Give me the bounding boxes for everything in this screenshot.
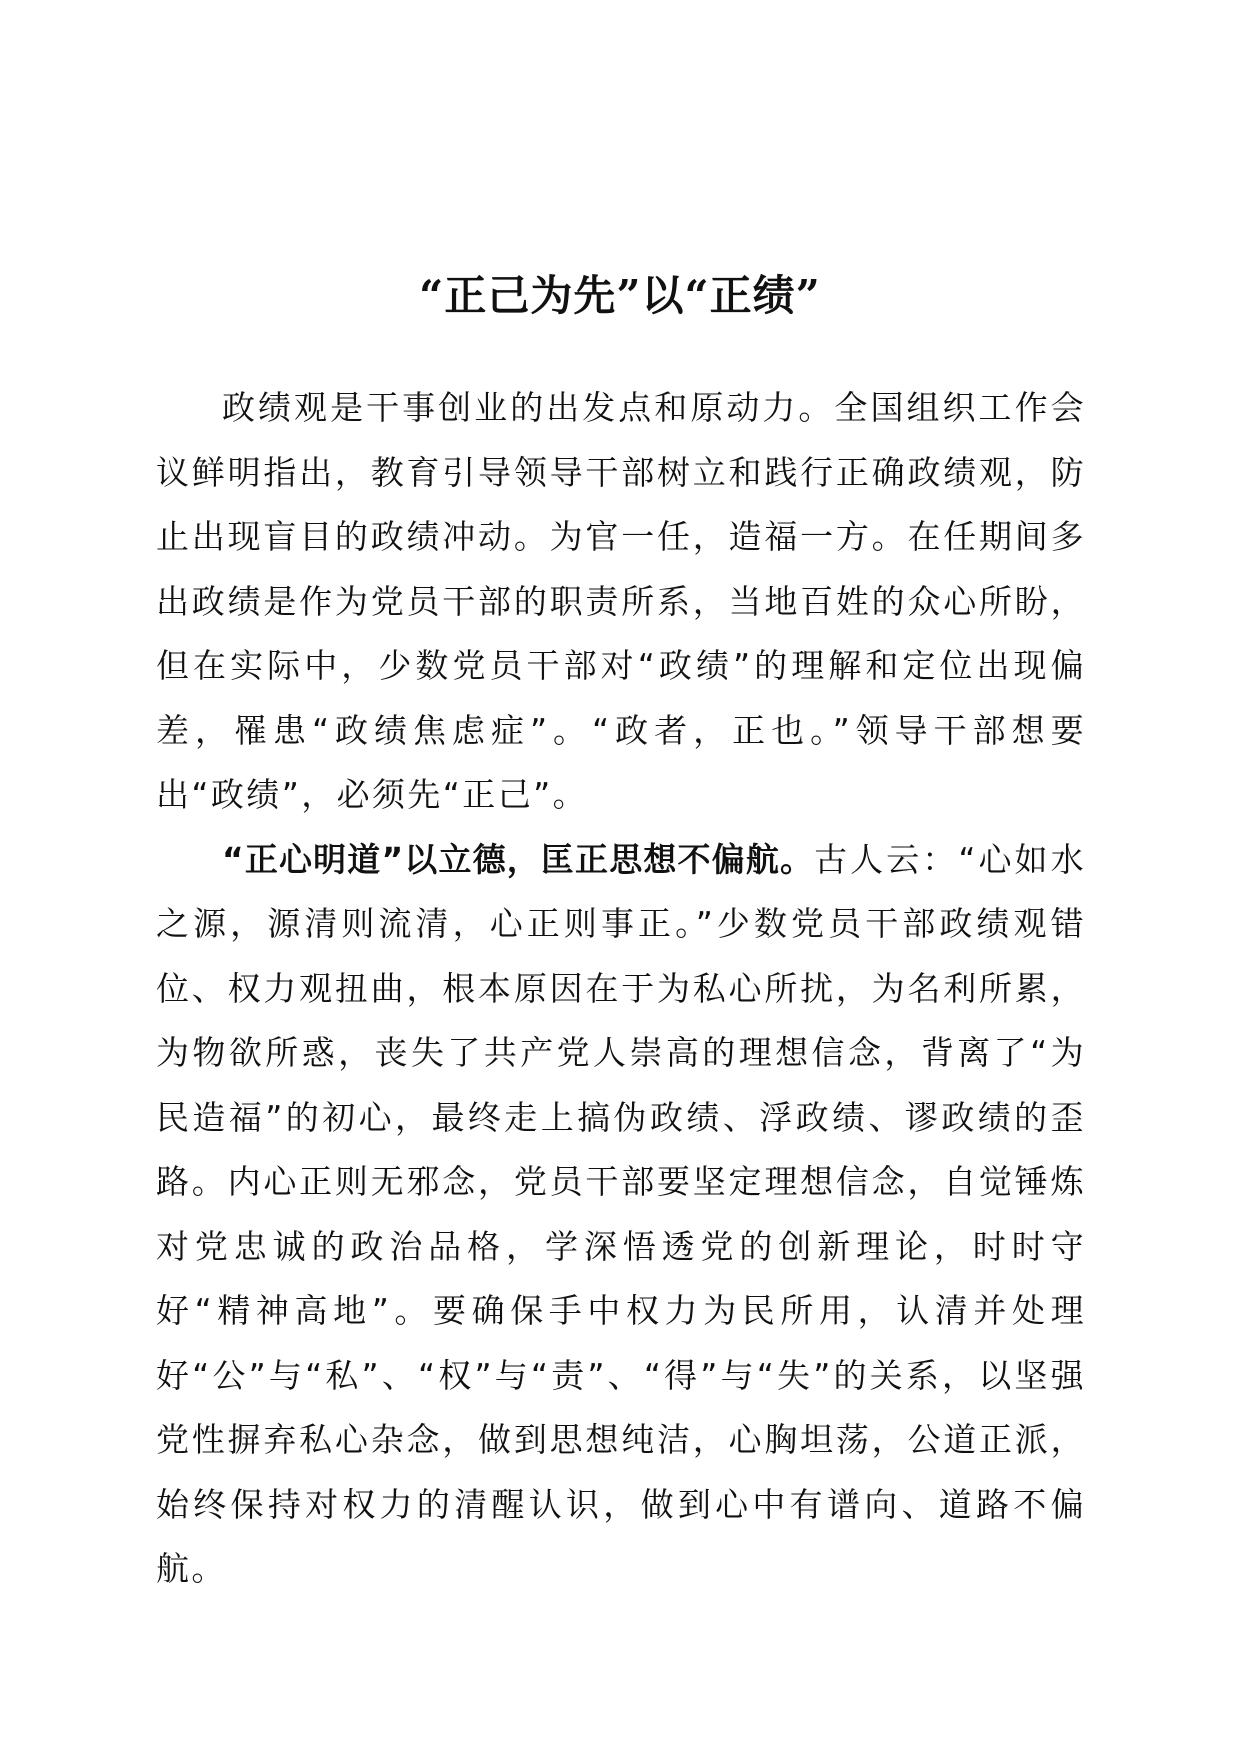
paragraph-2 bbox=[156, 828, 1086, 1602]
document-body bbox=[156, 376, 1086, 1602]
paragraph-2-text: 古人云：“心如水之源，源清则流清，心正则事正。”少数党员干部政绩观错位、权力观扭曲，根本原因在于为私心所扰，为名利所累，为物欲所惑，丧失了共产党人崇高的理想信念，背离了“为民造福”的初心，最终走上搞伪政绩、浮政绩、谬政绩的歪路。内心正则无邪念，党员干部要坚定理想信念，自觉锤炼对党忠诚的政治品格，学深悟透党的创新理论，时时守好“精神高地”。要确保手中权力为民所用，认清并处理好“公”与“私”、“权”与“责”、“得”与“失”的关系，以坚强党性摒弃私心杂念，做到思想纯洁，心胸坦荡，公道正派，始终保持对权力的清醒认识，做到心中有谱向、道路不偏航。 bbox=[156, 839, 1086, 1588]
document-title: “正己为先”以“正绩” bbox=[419, 271, 821, 321]
paragraph-1 bbox=[156, 376, 1086, 828]
paragraph-2-lead: “正心明道”以立德，匡正思想不偏航。 bbox=[222, 839, 815, 879]
paragraph-1-text: 政绩观是干事创业的出发点和原动力。全国组织工作会议鲜明指出，教育引导领导干部树立和践行正确政绩观，防止出现盲目的政绩冲动。为官一任，造福一方。在任期间多出政绩是作为党员干部的职责所系，当地百姓的众心所盼，但在实际中，少数党员干部对“政绩”的理解和定位出现偏差，罹患“政绩焦虑症”。“政者，正也。”领导干部想要出“政绩”，必须先“正己”。 bbox=[156, 388, 1086, 814]
